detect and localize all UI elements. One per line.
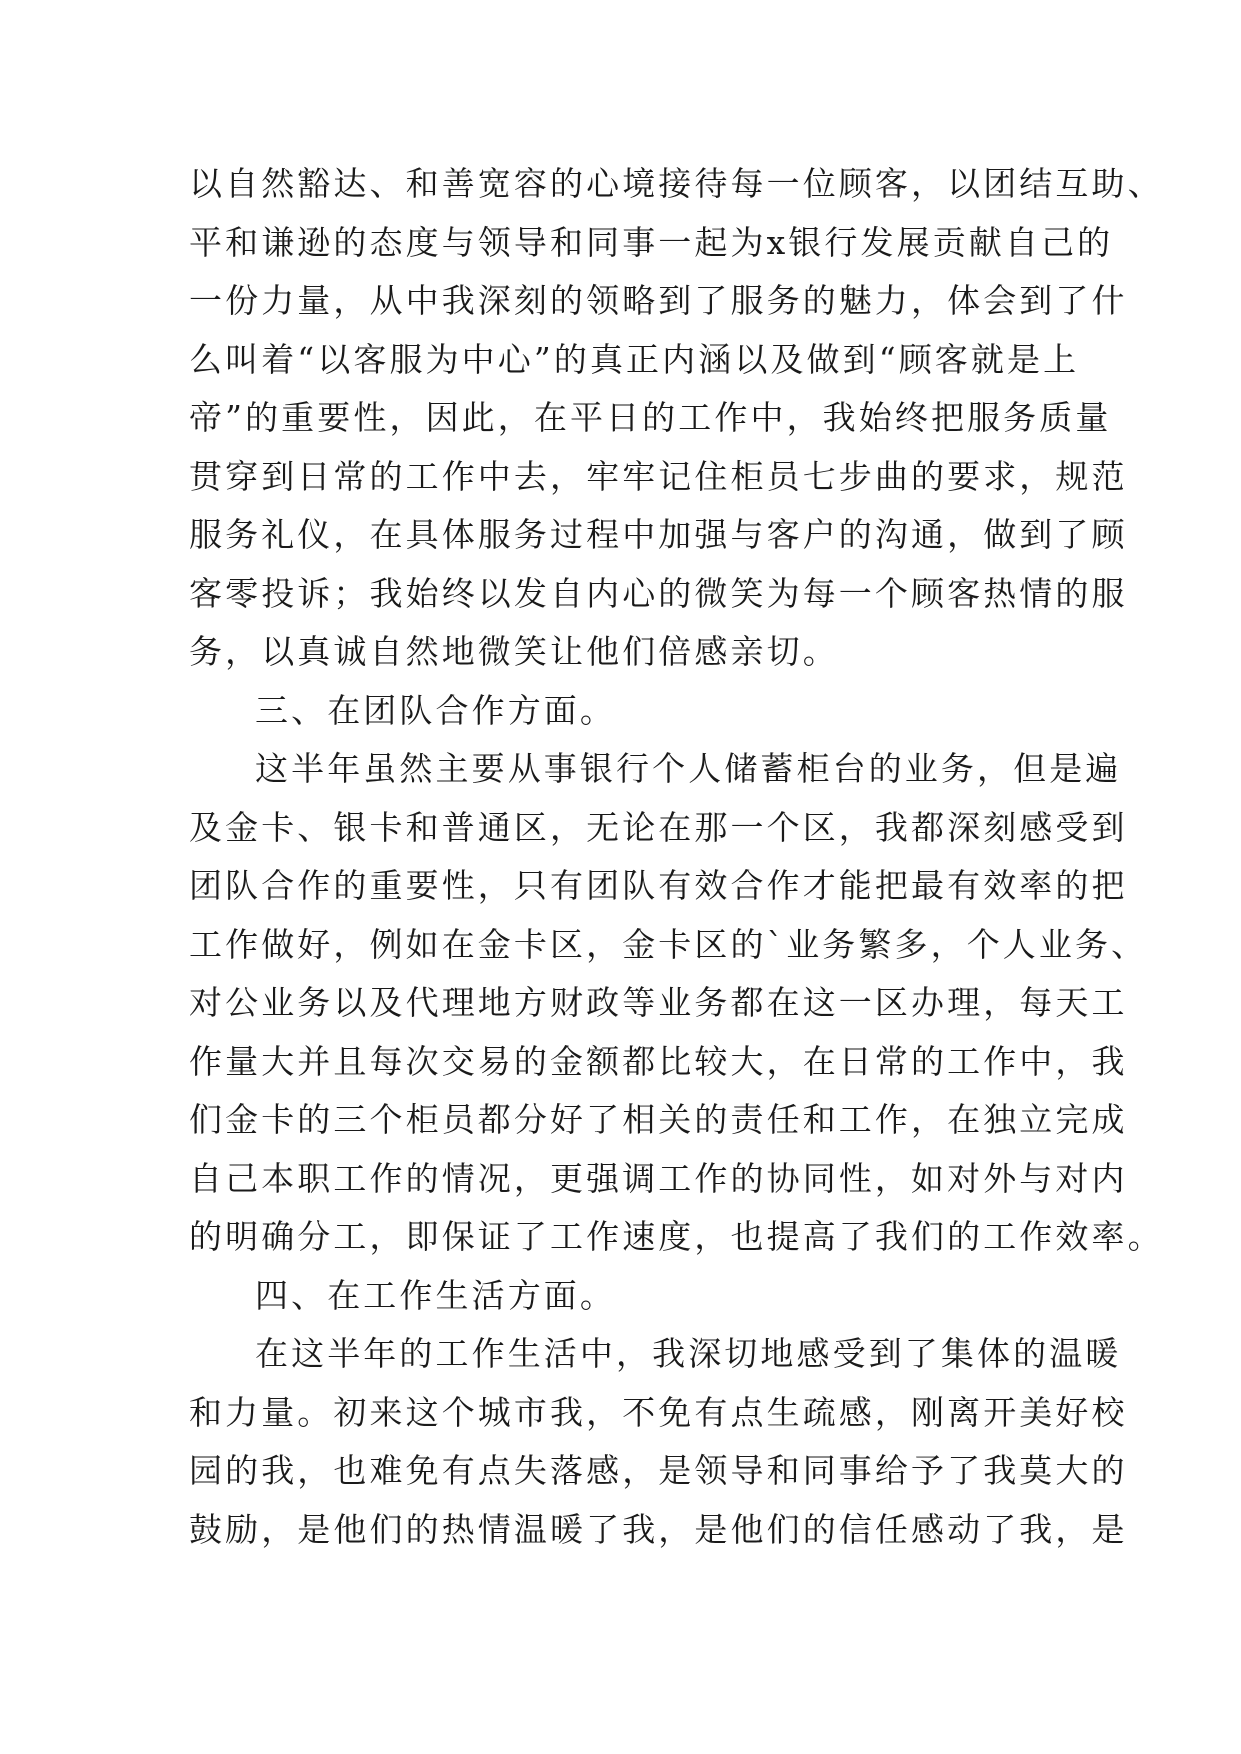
text-line: 团队合作的重要性，只有团队有效合作才能把最有效率的把 xyxy=(189,866,1128,905)
text-line: 务，以真诚自然地微笑让他们倍感亲切。 xyxy=(189,632,839,671)
paragraph-start-line: 这半年虽然主要从事银行个人储蓄柜台的业务，但是遍 xyxy=(255,749,1122,788)
text-line: 和力量。初来这个城市我，不免有点生疏感，刚离开美好校 xyxy=(189,1392,1128,1432)
text-line: 园的我，也难免有点失落感，是领导和同事给予了我莫大的 xyxy=(189,1451,1128,1490)
text-line: 一份力量，从中我深刻的领略到了服务的魅力，体会到了什 xyxy=(189,281,1128,320)
text-line: 及金卡、银卡和普通区，无论在那一个区，我都深刻感受到 xyxy=(189,807,1128,847)
paragraph-start-line: 在这半年的工作生活中，我深切地感受到了集体的温暖 xyxy=(255,1334,1122,1373)
text-line: 的明确分工，即保证了工作速度，也提高了我们的工作效率。 xyxy=(189,1217,1164,1256)
text-line: 以自然豁达、和善宽容的心境接待每一位顾客，以团结互助、 xyxy=(189,164,1164,203)
section-heading: 三、在团队合作方面。 xyxy=(255,690,616,730)
text-line: 服务礼仪，在具体服务过程中加强与客户的沟通，做到了顾 xyxy=(189,515,1128,554)
text-line: 作量大并且每次交易的金额都比较大，在日常的工作中，我 xyxy=(189,1041,1128,1081)
section-heading: 四、在工作生活方面。 xyxy=(255,1275,616,1315)
text-line: 贯穿到日常的工作中去，牢牢记住柜员七步曲的要求，规范 xyxy=(189,456,1128,496)
text-line: 么叫着“以客服为中心”的真正内涵以及做到“顾客就是上 xyxy=(189,339,1080,379)
text-line: 自己本职工作的情况，更强调工作的协同性，如对外与对内 xyxy=(189,1158,1128,1198)
text-line: 们金卡的三个柜员都分好了相关的责任和工作，在独立完成 xyxy=(189,1100,1128,1139)
text-line: 对公业务以及代理地方财政等业务都在这一区办理，每天工 xyxy=(189,983,1128,1022)
text-line: 帝”的重要性，因此，在平日的工作中，我始终把服务质量 xyxy=(189,398,1112,437)
text-line: 鼓励，是他们的热情温暖了我，是他们的信任感动了我，是 xyxy=(189,1509,1128,1549)
text-line: 客零投诉；我始终以发自内心的微笑为每一个顾客热情的服 xyxy=(189,573,1128,613)
document-body xyxy=(189,155,1164,1559)
text-line: 工作做好，例如在金卡区，金卡区的`业务繁多，个人业务、 xyxy=(189,924,1148,964)
text-line: 平和谦逊的态度与领导和同事一起为x银行发展贡献自己的 xyxy=(189,222,1114,262)
